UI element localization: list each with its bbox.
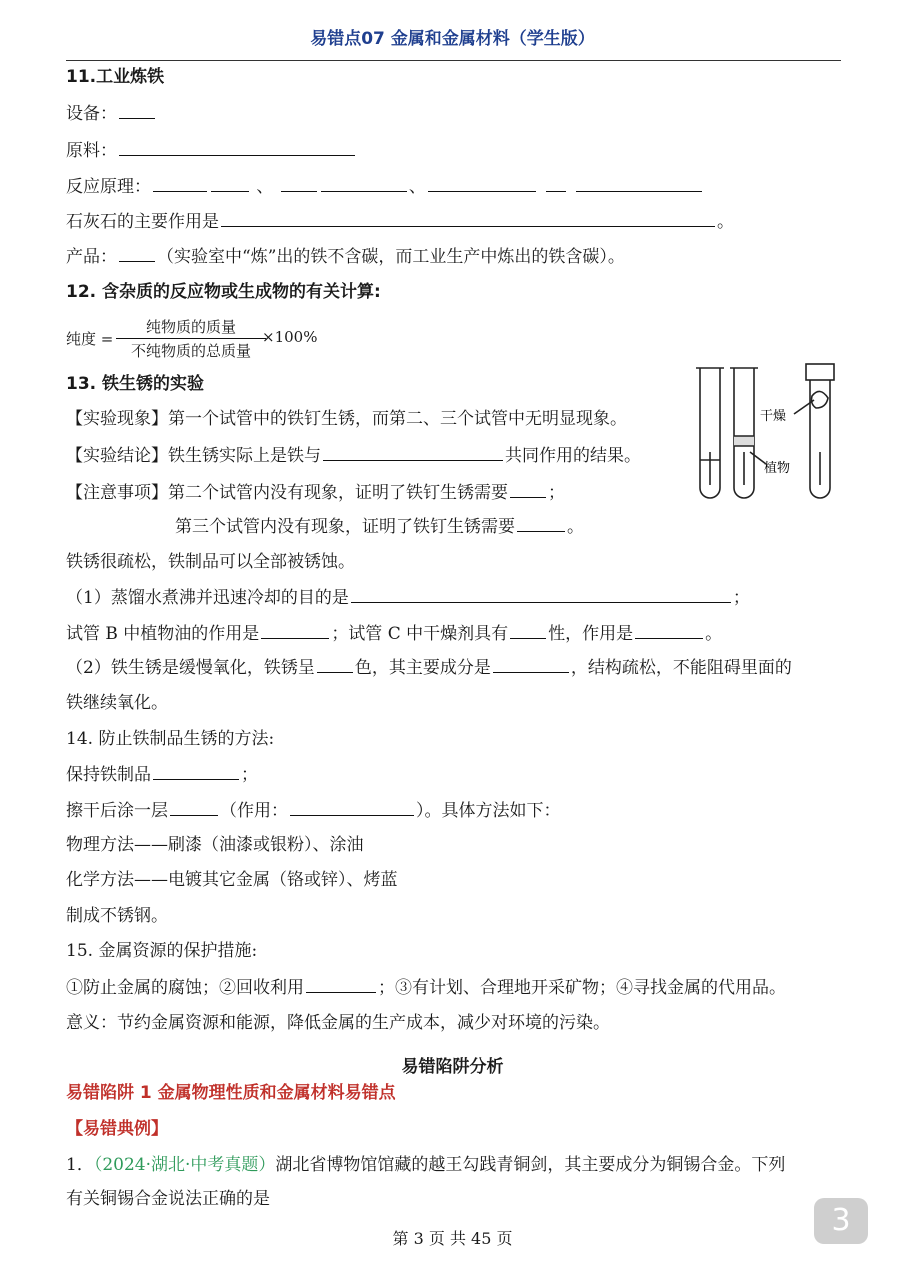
question-line (66, 1154, 785, 1176)
q2-text: 色，其主要成分是 (354, 658, 491, 678)
stainless-method: 制成不锈钢。 (66, 906, 168, 926)
product-label: 产品： (66, 247, 117, 267)
separator: 、 (256, 177, 274, 197)
blank[interactable] (306, 976, 376, 993)
blank[interactable] (323, 444, 503, 461)
measures-text: ；③有计划、合理地开采矿物；④寻找金属的代用品。 (378, 978, 786, 998)
conclusion-text: 共同作用的结果。 (505, 446, 641, 466)
phenomenon-line (66, 408, 627, 430)
page-header: 易错点07 金属和金属材料（学生版） (310, 29, 595, 49)
fraction-numerator: 纯物质的质量 (145, 318, 236, 336)
note-text: ； (548, 483, 565, 503)
limestone-label: 石灰石的主要作用是 (66, 212, 219, 232)
note-text: 第三个试管内没有现象，证明了铁钉生锈需要 (175, 517, 515, 537)
keep-line (66, 763, 258, 786)
wipe-line (66, 799, 561, 822)
equipment-label: 设备： (66, 104, 117, 124)
blank[interactable] (351, 586, 731, 603)
period: 。 (717, 212, 734, 232)
fig-label-dry: 干燥 (760, 409, 787, 424)
header-divider (66, 60, 841, 61)
question-number: 1． (66, 1155, 94, 1175)
page-badge: 3 (814, 1198, 868, 1244)
equipment-line (66, 102, 157, 125)
principle-label: 反应原理： (66, 177, 151, 197)
blank[interactable] (321, 175, 407, 192)
analysis-heading: 易错陷阱分析 (401, 1057, 504, 1077)
note-tag: 【注意事项】 (66, 483, 168, 503)
material-line (66, 139, 357, 162)
blank[interactable] (153, 175, 207, 192)
blank[interactable] (290, 799, 414, 816)
chemical-method: 化学方法——电镀其它金属（铬或锌）、烤蓝 (66, 870, 398, 890)
note-line-1 (66, 481, 565, 504)
question-line-2: 有关铜锡合金说法正确的是 (66, 1189, 270, 1209)
page-footer: 第 3 页 共 45 页 (392, 1229, 513, 1248)
q1-text: ； (732, 588, 750, 608)
keep-text: 保持铁制品 (66, 765, 151, 785)
product-line (66, 245, 625, 268)
purity-label: 纯度 = (66, 330, 114, 348)
principle-line (66, 175, 704, 198)
sec12-title: 12. 含杂质的反应物或生成物的有关计算: (66, 282, 381, 302)
meaning-line: 意义：节约金属资源和能源，降低金属的生产成本，减少对环境的污染。 (66, 1013, 610, 1033)
material-label: 原料： (66, 141, 117, 161)
conclusion-line (66, 444, 641, 467)
blank[interactable] (153, 763, 239, 780)
measures-text: ①防止金属的腐蚀；②回收利用 (66, 978, 304, 998)
sec11-title: 11.工业炼铁 (66, 67, 165, 87)
loose-line: 铁锈很疏松，铁制品可以全部被锈蚀。 (66, 552, 355, 572)
sec13-title: 13. 铁生锈的实验 (66, 374, 205, 394)
blank[interactable] (317, 656, 353, 673)
q2-line-2: 铁继续氧化。 (66, 693, 168, 713)
q1-text: （1）蒸馏水煮沸并迅速冷却的目的是 (66, 588, 349, 608)
question-text: 湖北省博物馆馆藏的越王勾践青铜剑，其主要成分为铜锡合金。下列 (275, 1155, 786, 1175)
note-text: 。 (567, 517, 584, 537)
limestone-line (66, 210, 734, 233)
blank[interactable] (119, 245, 155, 262)
q2-text: （2）铁生锈是缓慢氧化，铁锈呈 (66, 658, 315, 678)
tubeB-line (66, 622, 722, 645)
physical-method: 物理方法——刷漆（油漆或银粉）、涂油 (66, 835, 364, 855)
tubeB-text: ；试管 C 中干燥剂具有 (331, 624, 509, 644)
q1-line (66, 586, 750, 609)
product-note: （实验室中“炼”出的铁不含碳，而工业生产中炼出的铁含碳）。 (157, 247, 625, 267)
q2-line (66, 656, 792, 679)
blank[interactable] (119, 139, 355, 156)
tubeB-text: 试管 B 中植物油的作用是 (66, 624, 260, 644)
note-line-2 (175, 515, 584, 538)
tubeB-text: 。 (705, 624, 723, 644)
sec15-title: 15. 金属资源的保护措施: (66, 941, 258, 961)
trap-1-title: 易错陷阱 1 金属物理性质和金属材料易错点 (66, 1083, 396, 1103)
note-text: 第二个试管内没有现象，证明了铁钉生锈需要 (168, 483, 508, 503)
wipe-text: 擦干后涂一层 (66, 801, 168, 821)
conclusion-text: 铁生锈实际上是铁与 (168, 446, 321, 466)
wipe-text: ）。具体方法如下： (416, 801, 561, 821)
q2-text: ，结构疏松，不能阻碍里面的 (570, 658, 792, 678)
tubeB-text: 性，作用是 (548, 624, 634, 644)
percent-multiplier: ×100% (262, 328, 318, 346)
fraction-bar (116, 338, 266, 339)
separator: 、 (408, 177, 426, 197)
question-source: （2024·湖北·中考真题） (93, 1155, 276, 1175)
keep-text: ； (241, 765, 258, 785)
blank[interactable] (211, 175, 249, 192)
blank[interactable] (546, 175, 566, 192)
blank[interactable] (170, 799, 218, 816)
example-tag: 【易错典例】 (66, 1119, 168, 1139)
phenomenon-text: 第一个试管中的铁钉生锈，而第二、三个试管中无明显现象。 (168, 409, 627, 429)
phenomenon-tag: 【实验现象】 (66, 409, 168, 429)
blank[interactable] (517, 515, 565, 532)
blank[interactable] (221, 210, 715, 227)
fig-label-oil: 植物 (764, 461, 791, 476)
blank[interactable] (261, 622, 329, 639)
test-tube-figure (690, 360, 860, 505)
measures-line (66, 976, 786, 999)
blank[interactable] (510, 481, 546, 498)
sec14-title: 14. 防止铁制品生锈的方法: (66, 729, 275, 749)
conclusion-tag: 【实验结论】 (66, 446, 168, 466)
blank[interactable] (428, 175, 536, 192)
blank[interactable] (576, 175, 702, 192)
wipe-text: （作用： (220, 801, 288, 821)
blank[interactable] (510, 622, 546, 639)
fraction-denominator: 不纯物质的总质量 (130, 342, 251, 360)
blank[interactable] (493, 656, 569, 673)
blank[interactable] (119, 102, 155, 119)
blank[interactable] (281, 175, 317, 192)
blank[interactable] (635, 622, 703, 639)
